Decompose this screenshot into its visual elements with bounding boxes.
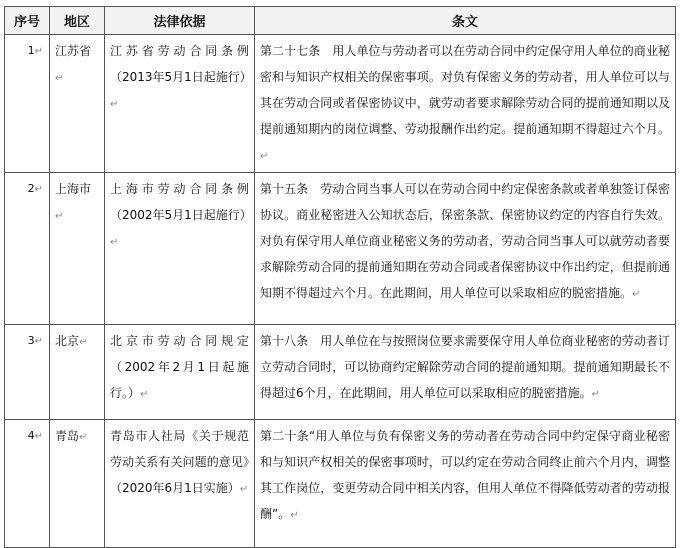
row-basis-value: 北京市劳动合同规定（2002年2月1日起施行。） xyxy=(110,334,249,400)
row-article-value: 第十五条 劳动合同当事人可以在劳动合同中约定保密条款或者单独签订保密协议。商业秘密进入公知状态后，保密条款、保密协议约定的内容自行失效。对负有保守用人单位商业秘密义务的劳动者，劳动合同当事人可以就劳动者要求解除劳动合同的提前通知期在劳动合同或者保密协议中作出约定，但提前通知期不得超过六个月。在此期间，用人单位可以采取相应的脱密措施。 xyxy=(260,182,670,300)
row-region-value: 江苏省 xyxy=(55,44,92,58)
row-index-value: 2 xyxy=(27,182,35,195)
cell-end-mark: ↵ xyxy=(79,432,88,443)
row-basis xyxy=(105,173,255,325)
row-index-value: 4 xyxy=(27,429,35,442)
row-basis xyxy=(105,35,255,173)
header-index: 序号 xyxy=(5,7,50,35)
row-region xyxy=(50,173,105,325)
row-article xyxy=(255,173,676,325)
cell-end-mark: ↵ xyxy=(34,431,43,442)
header-basis: 法律依据 xyxy=(105,7,255,35)
table-header xyxy=(5,7,676,35)
row-basis xyxy=(105,325,255,420)
table-row xyxy=(5,35,676,173)
cell-end-mark: ↵ xyxy=(34,336,43,347)
cell-end-mark: ↵ xyxy=(591,389,601,400)
row-region xyxy=(50,420,105,548)
row-basis-value: 青岛市人社局《关于规范劳动关系有关问题的意见》（2020年6月1日实施） xyxy=(110,429,249,495)
header-article: 条文 xyxy=(255,7,676,35)
table-row xyxy=(5,420,676,548)
row-basis-value: 上海市劳动合同条例（2002年5月1日起施行） xyxy=(110,182,252,222)
law-table xyxy=(4,6,676,548)
row-region-value: 青岛 xyxy=(55,429,80,443)
cell-end-mark: ↵ xyxy=(239,484,249,495)
row-article-value: 第二十条“用人单位与负有保密义务的劳动者在劳动合同中约定保守商业秘密和与知识产权相关的保密事项时，可以约定在劳动合同终止前六个月内，调整其工作岗位，变更劳动合同中相关内容，但用人单位不得降低劳动者的劳动报酬”。 xyxy=(260,429,670,521)
cell-end-mark: ↵ xyxy=(34,184,43,195)
header-region: 地区 xyxy=(50,7,105,35)
table-row xyxy=(5,325,676,420)
cell-end-mark: ↵ xyxy=(110,99,119,110)
row-index xyxy=(5,35,50,173)
table-body xyxy=(5,35,676,548)
cell-end-mark: ↵ xyxy=(34,46,43,57)
row-region xyxy=(50,35,105,173)
row-article xyxy=(255,420,676,548)
cell-end-mark: ↵ xyxy=(55,73,64,84)
cell-end-mark: ↵ xyxy=(632,289,641,300)
cell-end-mark: ↵ xyxy=(110,237,119,248)
row-article xyxy=(255,325,676,420)
row-index xyxy=(5,420,50,548)
header-row xyxy=(5,7,676,35)
row-article xyxy=(255,35,676,173)
row-region-value: 北京 xyxy=(55,334,80,348)
row-basis-value: 江苏省劳动合同条例（2013年5月1日起施行） xyxy=(110,44,252,84)
cell-end-mark: ↵ xyxy=(260,151,269,162)
row-index xyxy=(5,173,50,325)
row-basis xyxy=(105,420,255,548)
cell-end-mark: ↵ xyxy=(79,337,88,348)
row-index-value: 1 xyxy=(27,44,35,57)
row-region xyxy=(50,325,105,420)
row-index-value: 3 xyxy=(27,334,35,347)
row-article-value: 第十八条 用人单位在与按照岗位要求需要保守用人单位商业秘密的劳动者订立劳动合同时，可以协商约定解除劳动合同的提前通知期。提前通知期最长不得超过6个月，在此期间，用人单位可以采取相应的脱密措施。 xyxy=(260,334,670,400)
cell-end-mark: ↵ xyxy=(55,211,64,222)
row-region-value: 上海市 xyxy=(55,182,92,196)
cell-end-mark: ↵ xyxy=(140,389,149,400)
row-article-value: 第二十七条 用人单位与劳动者可以在劳动合同中约定保守用人单位的商业秘密和与知识产权相关的保密事项。对负有保密义务的劳动者，用人单位可以与其在劳动合同或者保密协议中，就劳动者要求解除劳动合同的提前通知期以及提前通知期内的岗位调整、劳动报酬作出约定。提前通知期不得超过六个月。 xyxy=(260,44,670,136)
table-row xyxy=(5,173,676,325)
row-index xyxy=(5,325,50,420)
cell-end-mark: ↵ xyxy=(290,510,299,521)
